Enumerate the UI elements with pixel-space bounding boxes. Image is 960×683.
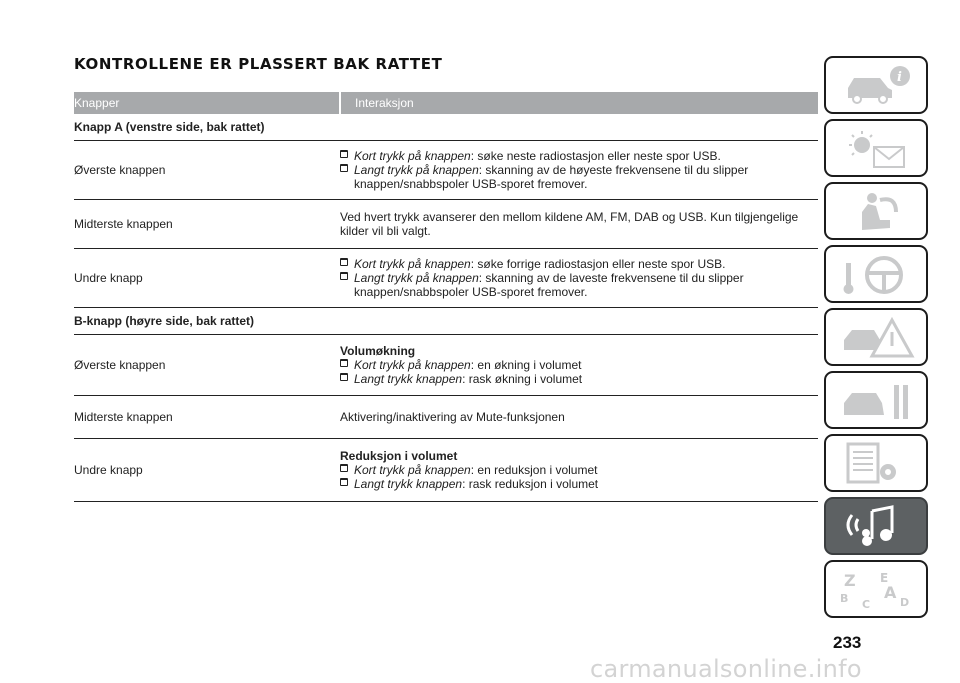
svg-text:A: A — [884, 583, 897, 602]
bullet-label: Langt trykk knappen — [354, 477, 463, 491]
row-key: Undre knapp — [74, 249, 340, 308]
bullet-text: : søke forrige radiostasjon eller neste spor USB. — [470, 257, 726, 271]
row-subheading: Reduksjon i volumet — [340, 449, 458, 463]
column-header-buttons — [74, 92, 340, 114]
bullet-label: Kort trykk på knappen — [354, 463, 471, 477]
svg-text:E: E — [880, 571, 889, 585]
alphabet-index-icon — [840, 568, 916, 612]
bullet-text: : rask reduksjon i volumet — [462, 477, 599, 491]
tab-car-warning[interactable] — [824, 308, 928, 366]
row-value — [340, 335, 818, 396]
row-value — [340, 249, 818, 308]
table-row — [74, 141, 818, 200]
checkbox-bullet-icon — [340, 478, 349, 487]
list-item — [340, 271, 818, 299]
bullet-label: Kort trykk på knappen — [354, 257, 471, 271]
column-header-label: Interaksjon — [355, 96, 414, 110]
section-title-b: B-knapp (høyre side, bak rattet) — [74, 308, 818, 335]
table-row — [74, 439, 818, 502]
row-value: Ved hvert trykk avanserer den mellom kildene AM, FM, DAB og USB. Kun tilgjengelige kilder vil bli valgt. — [340, 200, 818, 249]
tab-lights-message[interactable] — [824, 119, 928, 177]
bullet-label: Kort trykk på knappen — [354, 358, 471, 372]
bullet-text: : søke neste radiostasjon eller neste spor USB. — [470, 149, 721, 163]
bullet-text: : skanning av de høyeste frekvensene til du slipper knappen/snabbspoler USB-sporet fremover. — [354, 163, 749, 191]
bullet-label: Kort trykk på knappen — [354, 149, 471, 163]
car-tools-icon — [840, 379, 916, 423]
tab-document-gear[interactable] — [824, 434, 928, 492]
list-item — [340, 463, 818, 477]
section-row-a — [74, 114, 818, 141]
page-heading: KONTROLLENE ER PLASSERT BAK RATTET — [74, 55, 443, 73]
checkbox-bullet-icon — [340, 464, 349, 473]
row-key: Midterste knappen — [74, 396, 340, 439]
bullet-label: Langt trykk på knappen — [354, 271, 479, 285]
document-gear-icon — [840, 442, 916, 486]
bullet-text: : en reduksjon i volumet — [470, 463, 598, 477]
svg-text:Z: Z — [844, 571, 856, 590]
column-header-interaction — [340, 92, 818, 114]
list-item — [340, 149, 818, 163]
bullet-text: : skanning av de laveste frekvensene til du slipper knappen/snabbspoler USB-sporet fremover. — [354, 271, 744, 299]
tab-key-steering[interactable] — [824, 245, 928, 303]
tab-alphabet-index[interactable] — [824, 560, 928, 618]
section-title-a: Knapp A (venstre side, bak rattet) — [74, 114, 818, 141]
table-row — [74, 335, 818, 396]
checkbox-bullet-icon — [340, 164, 349, 173]
car-info-icon — [840, 64, 916, 108]
car-warning-icon — [840, 316, 916, 360]
svg-text:B: B — [840, 592, 849, 605]
tab-car-info[interactable] — [824, 56, 928, 114]
svg-text:D: D — [900, 596, 910, 609]
checkbox-bullet-icon — [340, 272, 349, 281]
tab-seat-airbag[interactable] — [824, 182, 928, 240]
page-number: 233 — [833, 633, 862, 652]
checkbox-bullet-icon — [340, 150, 349, 159]
table-row — [74, 396, 818, 439]
row-key: Øverste knappen — [74, 335, 340, 396]
bullet-text: : en økning i volumet — [470, 358, 582, 372]
multimedia-icon — [840, 505, 916, 549]
table-row — [74, 200, 818, 249]
row-value — [340, 439, 818, 502]
table-header-row — [74, 92, 818, 114]
seat-airbag-icon — [840, 190, 916, 234]
svg-text:C: C — [862, 598, 871, 611]
row-key: Midterste knappen — [74, 200, 340, 249]
row-key: Undre knapp — [74, 439, 340, 502]
row-value: Aktivering/inaktivering av Mute-funksjonen — [340, 396, 818, 439]
controls-table — [74, 92, 818, 502]
checkbox-bullet-icon — [340, 359, 349, 368]
watermark: carmanualsonline.info — [590, 655, 862, 683]
tab-car-tools[interactable] — [824, 371, 928, 429]
tab-multimedia[interactable] — [824, 497, 928, 555]
row-key: Øverste knappen — [74, 141, 340, 200]
lights-message-icon — [840, 127, 916, 171]
list-item — [340, 477, 818, 491]
list-item — [340, 358, 818, 372]
list-item — [340, 163, 818, 191]
row-value — [340, 141, 818, 200]
column-header-label: Knapper — [74, 96, 120, 110]
list-item — [340, 257, 818, 271]
bullet-text: : rask økning i volumet — [462, 372, 583, 386]
list-item — [340, 372, 818, 386]
bullet-label: Langt trykk knappen — [354, 372, 463, 386]
bullet-label: Langt trykk på knappen — [354, 163, 479, 177]
checkbox-bullet-icon — [340, 258, 349, 267]
row-subheading: Volumøkning — [340, 344, 416, 358]
section-row-b — [74, 308, 818, 335]
svg-text:i: i — [897, 70, 902, 85]
checkbox-bullet-icon — [340, 373, 349, 382]
key-steering-wheel-icon — [840, 253, 916, 297]
table-row — [74, 249, 818, 308]
